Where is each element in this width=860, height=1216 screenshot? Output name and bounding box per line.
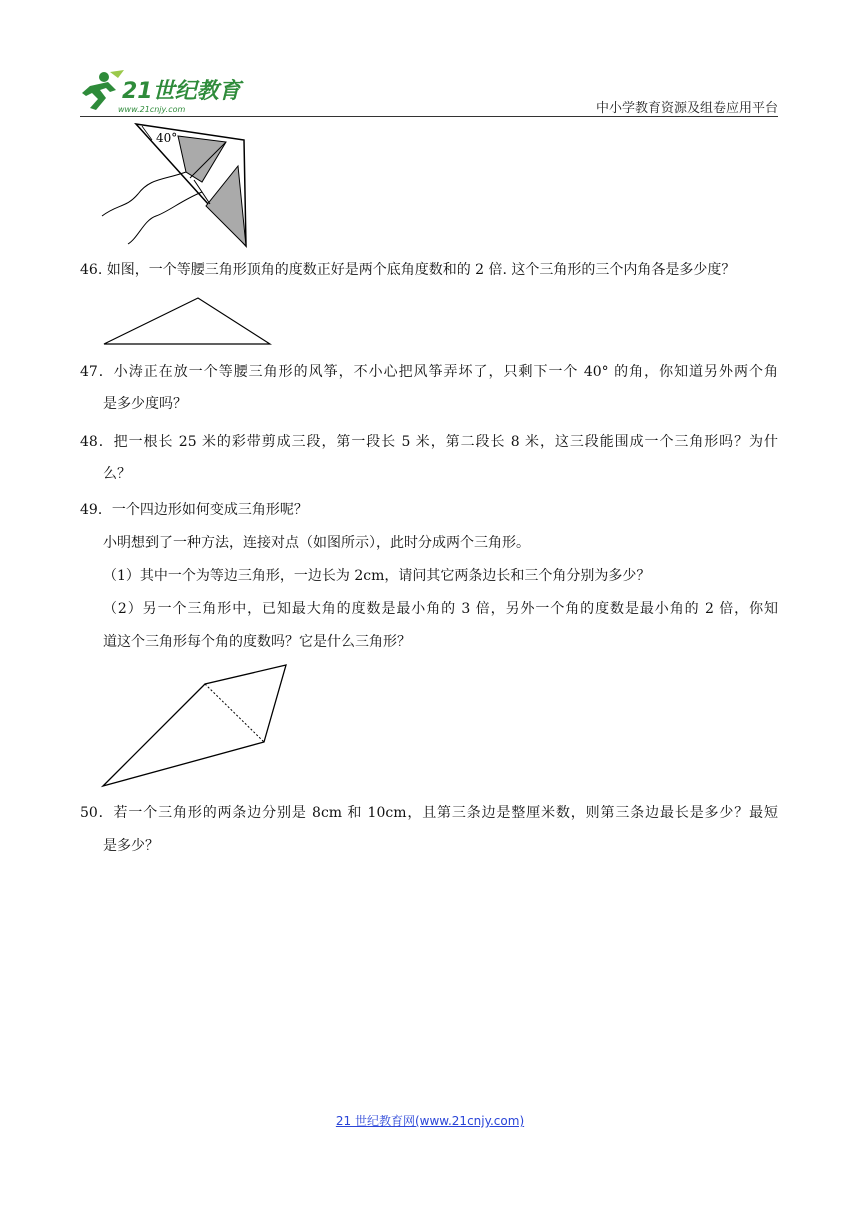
quadrilateral-figure bbox=[100, 662, 290, 794]
angle-label: 40° bbox=[156, 131, 178, 145]
question-49-line-1: 49．一个四边形如何变成三角形呢？ bbox=[80, 502, 308, 518]
question-46-text: 46. 如图，一个等腰三角形顶角的度数正好是两个底角度数和的 2 倍. 这个三角形的三个内角各是多少度？ bbox=[80, 262, 736, 278]
question-50-line-2: 是多少？ bbox=[103, 838, 159, 854]
question-47-line-2: 是多少度吗？ bbox=[103, 396, 187, 412]
question-50-line-1: 50．若一个三角形的两条边分别是 8cm 和 10cm，且第三条边是整厘米数，则第三条边最长是多少？最短 bbox=[80, 805, 778, 821]
kite-figure bbox=[98, 120, 258, 254]
question-48-line-2: 么？ bbox=[103, 466, 131, 482]
platform-name: 中小学教育资源及组卷应用平台 bbox=[595, 101, 778, 116]
site-logo bbox=[80, 68, 250, 116]
logo-text: 21世纪教育 bbox=[122, 79, 241, 104]
isosceles-triangle-figure bbox=[100, 294, 272, 350]
question-48-line-1: 48．把一根长 25 米的彩带剪成三段，第一段长 5 米，第二段长 8 米，这三段能围成一个三角形吗？为什 bbox=[80, 434, 778, 450]
question-49-part-1: （1）其中一个为等边三角形，一边长为 2cm，请问其它两条边长和三个角分别为多少？ bbox=[103, 568, 651, 584]
header-divider bbox=[80, 116, 778, 117]
question-49-line-2: 小明想到了一种方法，连接对点（如图所示），此时分成两个三角形。 bbox=[103, 535, 530, 551]
logo-url-text: www.21cnjy.com bbox=[118, 105, 186, 114]
question-49-part-2-line-1: （2）另一个三角形中，已知最大角的度数是最小角的 3 倍，另外一个角的度数是最小角的 2 倍，你知 bbox=[103, 601, 778, 617]
question-47-line-1: 47．小涛正在放一个等腰三角形的风筝，不小心把风筝弄坏了，只剩下一个 40° 的角，你知道另外两个角 bbox=[80, 364, 778, 380]
footer-link[interactable]: 21 世纪教育网(www.21cnjy.com) bbox=[335, 1114, 525, 1128]
question-49-part-2-line-2: 道这个三角形每个角的度数吗？它是什么三角形？ bbox=[103, 634, 411, 650]
